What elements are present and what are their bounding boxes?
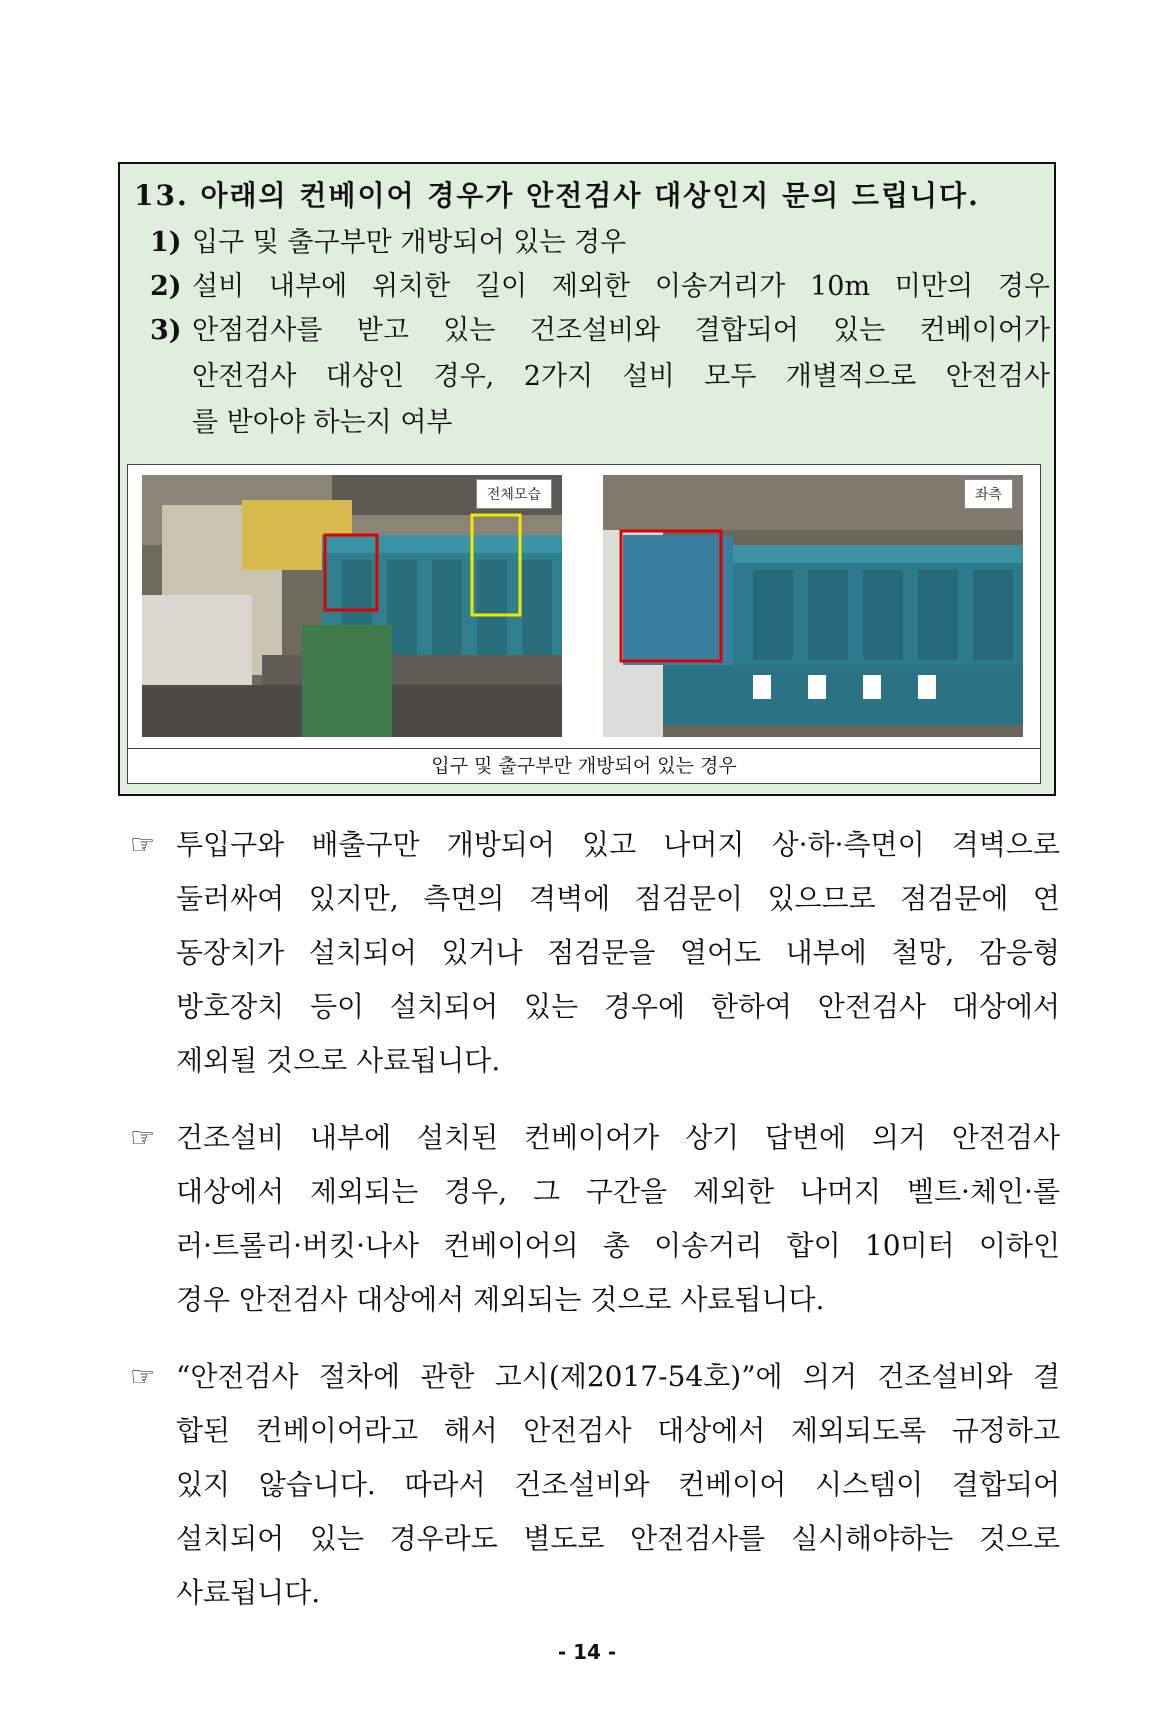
answer-line: 있지 않습니다. 따라서 건조설비와 컨베이어 시스템이 결합되어 <box>176 1468 1060 1501</box>
conveyor-photo-overall <box>142 475 562 737</box>
answer-line: “안전검사 절차에 관한 고시(제2017-54호)”에 의거 건조설비와 결 <box>176 1360 1060 1393</box>
answer-line: 설치되어 있는 경우라도 별도로 안전검사를 실시해야하는 것으로 <box>176 1522 1060 1555</box>
item-text: 입구 및 출구부만 개방되어 있는 경우 <box>192 227 627 258</box>
item-number: 1) <box>150 227 182 258</box>
pointing-hand-icon: ☞ <box>130 1360 156 1393</box>
answer-line: 투입구와 배출구만 개방되어 있고 나머지 상·하·측면이 격벽으로 <box>176 828 1060 861</box>
conveyor-photo-left <box>603 475 1023 737</box>
item-text-line: 를 받아야 하는지 여부 <box>192 407 453 438</box>
photo-table <box>127 464 1041 784</box>
item-text-line: 안전검사 대상인 경우, 2가지 설비 모두 개별적으로 안전검사 <box>192 361 1050 392</box>
item-number: 3) <box>150 315 182 346</box>
question-item-3 <box>150 308 1050 446</box>
pointing-hand-icon: ☞ <box>130 828 156 861</box>
photo-caption: 입구 및 출구부만 개방되어 있는 경우 <box>128 748 1040 784</box>
question-box <box>118 162 1056 796</box>
answer-line: 사료됩니다. <box>176 1576 321 1609</box>
answer-line: 동장치가 설치되어 있거나 점검문을 열어도 내부에 철망, 감응형 <box>176 936 1060 969</box>
answer-line: 방호장치 등이 설치되어 있는 경우에 한하여 안전검사 대상에서 <box>176 990 1060 1023</box>
answer-paragraph-3 <box>130 1350 1060 1620</box>
answer-paragraph-2 <box>130 1111 1060 1327</box>
item-number: 2) <box>150 271 182 302</box>
answer-line: 제외될 것으로 사료됩니다. <box>176 1044 501 1077</box>
photo-tag: 좌측 <box>964 479 1013 509</box>
page-number: - 14 - <box>557 1640 617 1664</box>
answer-line: 둘러싸여 있지만, 측면의 격벽에 점검문이 있으므로 점검문에 연 <box>176 882 1060 915</box>
item-text-line: 안점검사를 받고 있는 건조설비와 결합되어 있는 컨베이어가 <box>192 315 1050 346</box>
question-title: 13. 아래의 컨베이어 경우가 안전검사 대상인지 문의 드립니다. <box>134 179 980 212</box>
answer-line: 경우 안전검사 대상에서 제외되는 것으로 사료됩니다. <box>176 1283 825 1316</box>
photo-tag: 전체모습 <box>476 479 552 509</box>
answer-paragraph-1 <box>130 818 1060 1088</box>
pointing-hand-icon: ☞ <box>130 1121 156 1154</box>
item-text: 설비 내부에 위치한 길이 제외한 이송거리가 10m 미만의 경우 <box>192 271 1050 302</box>
answer-line: 러·트롤리·버킷·나사 컨베이어의 총 이송거리 합이 10미터 이하인 <box>176 1229 1060 1262</box>
question-item-2 <box>150 264 1050 310</box>
photo-left-side <box>603 475 1023 737</box>
photo-overall-view <box>142 475 562 737</box>
question-item-1 <box>150 220 1050 266</box>
answer-line: 건조설비 내부에 설치된 컨베이어가 상기 답변에 의거 안전검사 <box>176 1121 1060 1154</box>
answer-line: 대상에서 제외되는 경우, 그 구간을 제외한 나머지 벨트·체인·롤 <box>176 1175 1060 1208</box>
answer-line: 합된 컨베이어라고 해서 안전검사 대상에서 제외되도록 규정하고 <box>176 1414 1060 1447</box>
